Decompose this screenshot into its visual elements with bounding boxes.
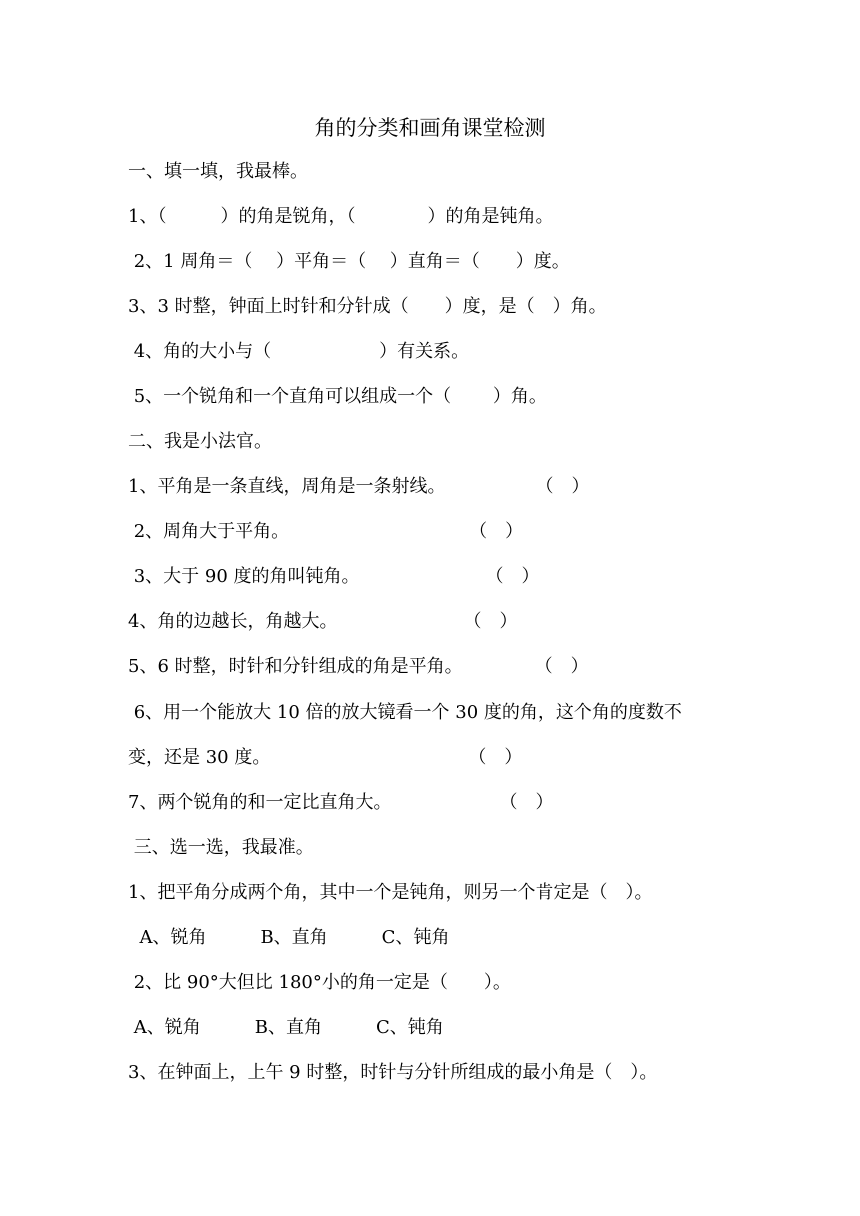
question-line: 4、角的大小与（ ）有关系。: [128, 341, 470, 362]
choice-options: A、锐角 B、直角 C、钝角: [128, 1017, 444, 1038]
question-line: 2、比 90°大但比 180°小的角一定是（ ）。: [128, 972, 511, 993]
question-line: 7、两个锐角的和一定比直角大。 （ ）: [128, 792, 554, 813]
question-line: 1、把平角分成两个角，其中一个是钝角，则另一个肯定是（ ）。: [128, 882, 653, 903]
section-heading-choose: 三、选一选，我最准。: [128, 837, 314, 858]
question-line: 5、一个锐角和一个直角可以组成一个（ ）角。: [128, 386, 547, 407]
question-line: 1、平角是一条直线，周角是一条射线。 （ ）: [128, 476, 590, 497]
section-heading-fill-in: 一、填一填，我最棒。: [128, 161, 308, 182]
question-line: 5、6 时整，时针和分针组成的角是平角。 （ ）: [128, 656, 589, 677]
question-line: 1、（ ）的角是锐角，（ ）的角是钝角。: [128, 206, 554, 227]
question-line: 3、在钟面上，上午 9 时整，时针与分针所组成的最小角是（ ）。: [128, 1062, 658, 1083]
question-line: 3、3 时整，钟面上时针和分针成（ ）度，是（ ）角。: [128, 296, 607, 317]
question-line: 2、周角大于平角。 （ ）: [128, 521, 524, 542]
question-line: 变，还是 30 度。 （ ）: [128, 747, 523, 768]
section-heading-judge: 二、我是小法官。: [128, 431, 272, 452]
question-line: 2、1 周角＝（ ）平角＝（ ）直角＝（ ）度。: [128, 251, 570, 272]
question-line: 4、角的边越长，角越大。 （ ）: [128, 611, 518, 632]
choice-options: A、锐角 B、直角 C、钝角: [128, 927, 450, 948]
page-title: 角的分类和画角课堂检测: [314, 116, 546, 140]
question-line: 6、用一个能放大 10 倍的放大镜看一个 30 度的角，这个角的度数不: [128, 702, 682, 723]
question-line: 3、大于 90 度的角叫钝角。 （ ）: [128, 566, 540, 587]
